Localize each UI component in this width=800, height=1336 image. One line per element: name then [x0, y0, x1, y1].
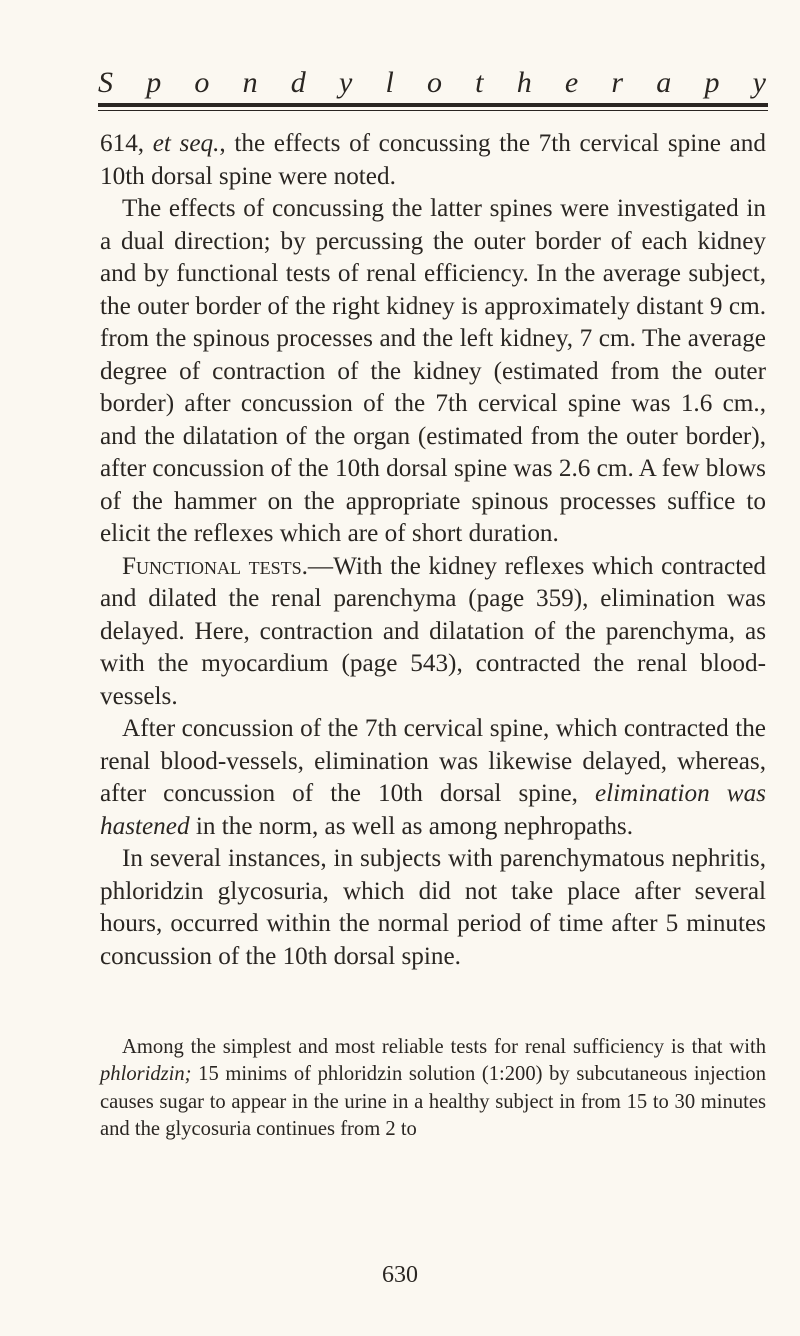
- running-head-letter: n: [242, 66, 258, 99]
- paragraph: [100, 551, 766, 714]
- page-reference: 614,: [100, 130, 145, 157]
- footnote-text: 15 minims of phloridzin solution (1:200) by subcutaneous injection causes sugar to appear in the urine in a healthy subject in from 15 to 30 minutes and the glycosuria continues from 2 to: [100, 1063, 766, 1141]
- header-rule-thin: [98, 110, 768, 111]
- emphasis: elimination was hastened: [100, 780, 766, 840]
- body-text: [100, 128, 766, 973]
- paragraph-text: After concussion of the 7th cervical spine, which contracted the renal blood-vessels, elimination was likewise delayed, whereas, after concussion of the 10th dorsal spine,: [100, 715, 766, 807]
- paragraph-text: in the norm, as well as among nephropaths.: [189, 812, 634, 840]
- running-head-letter: o: [194, 66, 210, 99]
- paragraph: [100, 713, 766, 843]
- running-head-letter: r: [611, 66, 624, 99]
- et-seq: et seq.: [152, 130, 220, 157]
- paragraph: In several instances, in subjects with parenchymatous nephritis, phloridzin glycosuria, which did not take place after several hours, occurred within the normal period of time after 5 minutes concussion of the 10th dorsal spine.: [100, 845, 766, 970]
- running-head-letter: a: [656, 66, 672, 99]
- running-head: [98, 54, 766, 98]
- paragraph: [100, 128, 766, 193]
- running-head-letter: d: [290, 66, 306, 99]
- paragraph: The effects of concussing the latter spines were investigated in a dual direction; by percussing the outer border of each kidney and by functional tests of renal efficiency. In the average subject, the outer border of the right kidney is approximately distant 9 cm. from the spinous processes and the left kidney, 7 cm. The average degree of contraction of the kidney (estimated from the outer border) after concussion of the 7th cervical spine was 1.6 cm., and the dilatation of the organ (estimated from the outer border), after concussion of the 10th dorsal spine was 2.6 cm. A few blows of the hammer on the appropriate spinous processes suffice to elicit the reflexes which are of short duration.: [100, 195, 766, 547]
- footnote-text: Among the simplest and most reliable tests for renal sufficiency is that with: [122, 1035, 766, 1058]
- page-number: 630: [382, 1262, 418, 1288]
- running-head-letter: e: [564, 66, 579, 99]
- emphasis: phloridzin;: [100, 1063, 192, 1086]
- paragraph-text: , the effects of concussing the 7th cervical spine and 10th dorsal spine were noted.: [100, 130, 766, 190]
- running-head-letter: p: [704, 66, 720, 99]
- paragraph-text: —With the kidney reflexes which contracted and dilated the renal parenchyma (page 359), elimination was delayed. Here, contraction and dilatation of the parenchyma, as with the myocardium (page 543), contracted the renal blood-vessels.: [100, 552, 766, 710]
- running-head-letter: h: [516, 66, 532, 99]
- header-rule-thick: [98, 103, 768, 107]
- footnote: [100, 1034, 766, 1144]
- running-head-letter: S: [98, 66, 113, 99]
- running-head-letter: p: [146, 66, 162, 99]
- running-head-letter: o: [426, 66, 442, 99]
- section-heading: Functional tests.: [122, 552, 308, 580]
- running-head-letter: y: [338, 66, 353, 99]
- running-head-letter: l: [385, 66, 394, 99]
- running-head-letter: y: [752, 66, 766, 99]
- running-head-letter: t: [475, 66, 484, 99]
